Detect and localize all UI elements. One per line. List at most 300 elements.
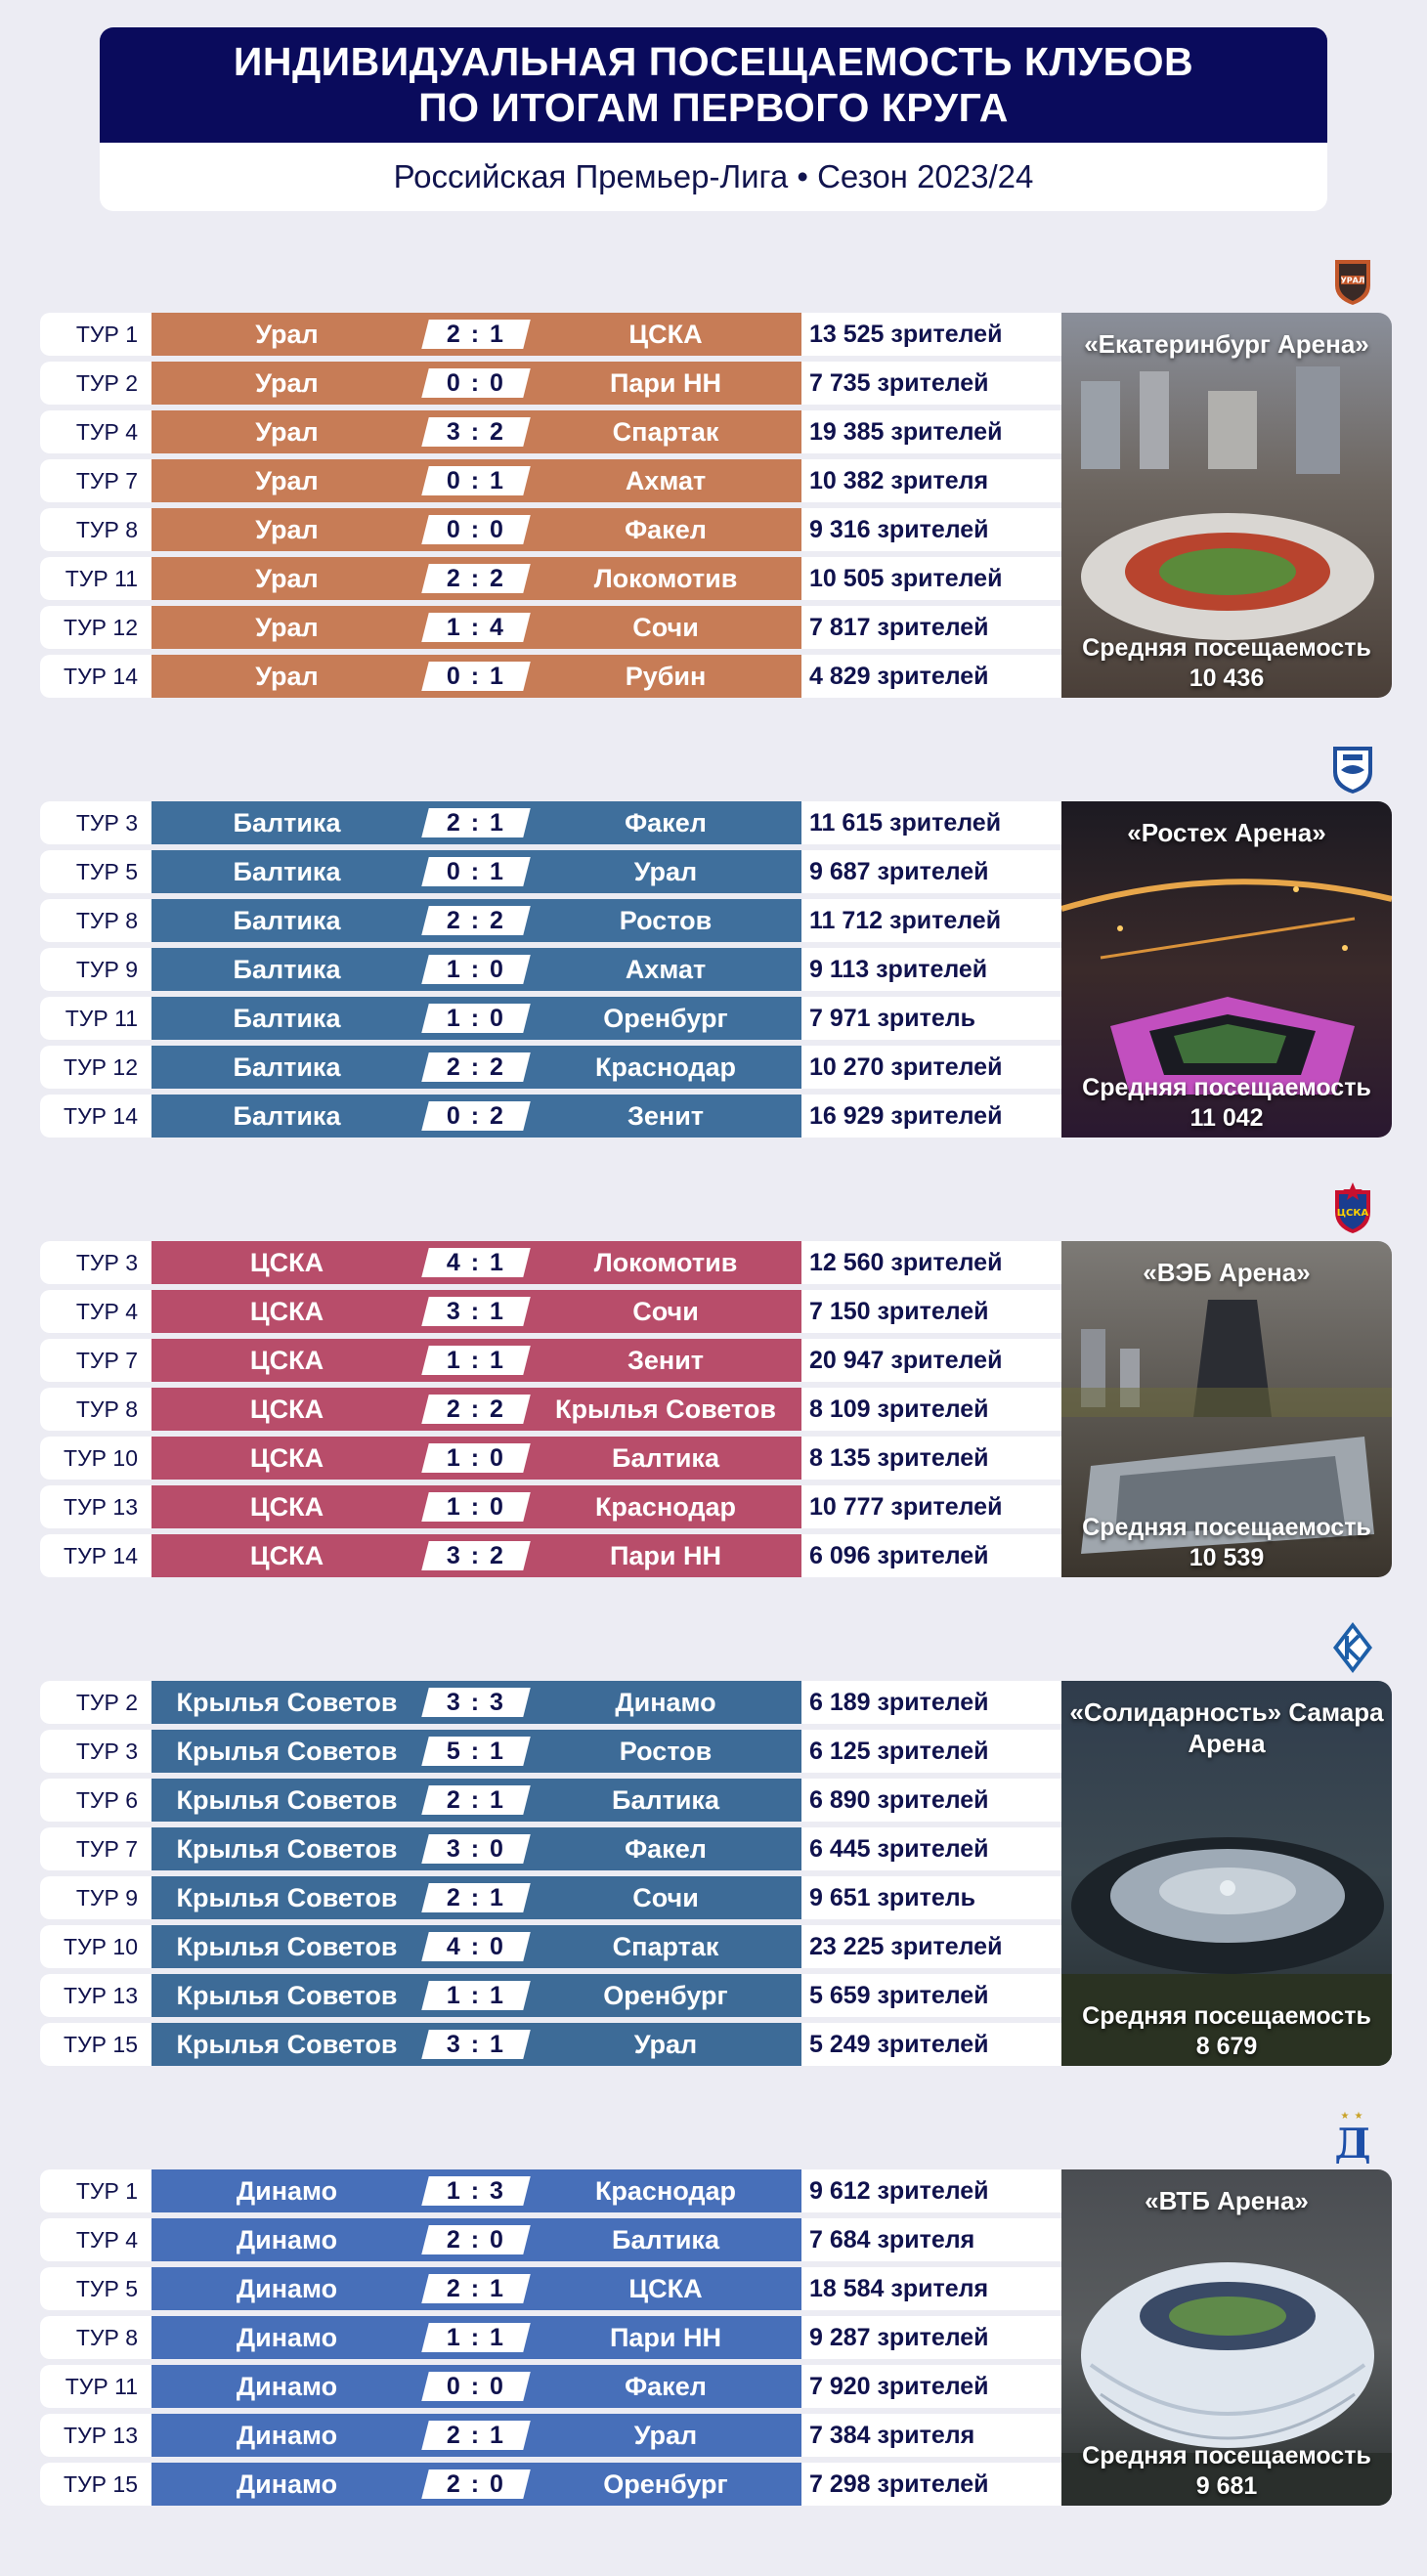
attendance-cell: 9 316 зрителей bbox=[801, 508, 1061, 551]
away-team: Крылья Советов bbox=[555, 1394, 776, 1424]
tour-cell: ТУР 12 bbox=[40, 606, 151, 649]
score-text: 2 : 2 bbox=[446, 906, 506, 934]
home-team: Крылья Советов bbox=[176, 2029, 398, 2059]
attendance-cell: 7 298 зрителей bbox=[801, 2463, 1061, 2506]
match-list bbox=[40, 313, 1061, 704]
tour-cell: ТУР 3 bbox=[40, 801, 151, 844]
attendance-cell: 11 615 зрителей bbox=[801, 801, 1061, 844]
table-row bbox=[40, 2316, 1061, 2359]
home-team: Крылья Советов bbox=[176, 1833, 398, 1864]
tour-cell: ТУР 10 bbox=[40, 1925, 151, 1968]
away-team: Динамо bbox=[615, 1687, 716, 1717]
tour-cell: ТУР 4 bbox=[40, 410, 151, 453]
krylya-sovetov-crest-icon bbox=[1325, 1620, 1380, 1675]
match-cell bbox=[151, 1876, 801, 1919]
stadium-name: «Екатеринбург Арена» bbox=[1084, 329, 1369, 359]
score-badge bbox=[421, 1981, 530, 2010]
stadium-panel bbox=[1061, 2169, 1392, 2506]
match-cell bbox=[151, 508, 801, 551]
svg-text:УРАЛ: УРАЛ bbox=[1340, 276, 1365, 285]
table-row bbox=[40, 2267, 1061, 2310]
table-row bbox=[40, 1290, 1061, 1333]
away-team: Урал bbox=[633, 856, 698, 886]
attendance-cell: 6 096 зрителей bbox=[801, 1534, 1061, 1577]
attendance-cell: 10 505 зрителей bbox=[801, 557, 1061, 600]
attendance-cell: 9 113 зрителей bbox=[801, 948, 1061, 991]
home-team: Урал bbox=[255, 465, 319, 495]
table-row bbox=[40, 1925, 1061, 1968]
home-team: Крылья Советов bbox=[176, 1882, 398, 1912]
score-text: 3 : 2 bbox=[446, 1541, 506, 1569]
score-text: 4 : 1 bbox=[446, 1248, 506, 1276]
score-text: 2 : 1 bbox=[446, 808, 506, 837]
avg-label: Средняя посещаемость bbox=[1082, 1514, 1371, 1541]
table-row bbox=[40, 850, 1061, 893]
table-row bbox=[40, 1485, 1061, 1528]
score-text: 0 : 0 bbox=[446, 368, 506, 397]
match-list bbox=[40, 801, 1061, 1143]
score-text: 2 : 0 bbox=[446, 2469, 506, 2498]
away-team: Оренбург bbox=[603, 1980, 728, 2010]
attendance-cell: 16 929 зрителей bbox=[801, 1095, 1061, 1138]
score-text: 1 : 0 bbox=[446, 1004, 506, 1032]
score-badge bbox=[421, 1101, 530, 1131]
home-team: Крылья Советов bbox=[176, 1736, 398, 1766]
match-cell bbox=[151, 1095, 801, 1138]
match-list bbox=[40, 1241, 1061, 1583]
attendance-cell: 9 612 зрителей bbox=[801, 2169, 1061, 2212]
attendance-cell: 19 385 зрителей bbox=[801, 410, 1061, 453]
tour-cell: ТУР 4 bbox=[40, 2218, 151, 2261]
attendance-cell: 6 125 зрителей bbox=[801, 1730, 1061, 1773]
avg-label: Средняя посещаемость bbox=[1082, 2442, 1371, 2469]
score-badge bbox=[421, 2176, 530, 2206]
tour-cell: ТУР 15 bbox=[40, 2463, 151, 2506]
stadium-panel bbox=[1061, 1681, 1392, 2066]
score-text: 2 : 2 bbox=[446, 1395, 506, 1423]
attendance-cell: 11 712 зрителей bbox=[801, 899, 1061, 942]
tour-cell: ТУР 7 bbox=[40, 459, 151, 502]
attendance-cell: 18 584 зрителя bbox=[801, 2267, 1061, 2310]
away-team: Факел bbox=[625, 514, 707, 544]
score-badge bbox=[421, 662, 530, 691]
match-cell bbox=[151, 313, 801, 356]
baltika-crest-icon bbox=[1325, 741, 1380, 795]
match-cell bbox=[151, 2316, 801, 2359]
table-row bbox=[40, 557, 1061, 600]
score-badge bbox=[421, 2372, 530, 2401]
home-team: Динамо bbox=[236, 2371, 338, 2401]
away-team: Сочи bbox=[632, 612, 699, 642]
away-team: Пари НН bbox=[609, 2322, 721, 2352]
match-cell bbox=[151, 2267, 801, 2310]
score-text: 3 : 1 bbox=[446, 1297, 506, 1325]
title-line-2: ПО ИТОГАМ ПЕРВОГО КРУГА bbox=[418, 85, 1009, 130]
home-team: Балтика bbox=[233, 856, 341, 886]
tour-cell: ТУР 8 bbox=[40, 899, 151, 942]
tour-cell: ТУР 5 bbox=[40, 2267, 151, 2310]
score-badge bbox=[421, 1883, 530, 1912]
tour-cell: ТУР 7 bbox=[40, 1827, 151, 1870]
home-team: Урал bbox=[255, 319, 319, 349]
attendance-cell: 7 684 зрителя bbox=[801, 2218, 1061, 2261]
score-text: 0 : 0 bbox=[446, 2372, 506, 2400]
score-text: 2 : 1 bbox=[446, 1883, 506, 1911]
table-row bbox=[40, 1876, 1061, 1919]
table-row bbox=[40, 2365, 1061, 2408]
attendance-cell: 5 249 зрителей bbox=[801, 2023, 1061, 2066]
home-team: ЦСКА bbox=[249, 1491, 324, 1522]
home-team: Динамо bbox=[236, 2224, 338, 2254]
attendance-cell: 7 920 зрителей bbox=[801, 2365, 1061, 2408]
tour-cell: ТУР 13 bbox=[40, 2414, 151, 2457]
tour-cell: ТУР 13 bbox=[40, 1974, 151, 2017]
away-team: Зенит bbox=[627, 1345, 705, 1375]
match-cell bbox=[151, 655, 801, 698]
tour-cell: ТУР 10 bbox=[40, 1437, 151, 1480]
tour-cell: ТУР 3 bbox=[40, 1241, 151, 1284]
table-row bbox=[40, 1827, 1061, 1870]
avg-label: Средняя посещаемость bbox=[1082, 2002, 1371, 2030]
match-cell bbox=[151, 1046, 801, 1089]
home-team: Динамо bbox=[236, 2322, 338, 2352]
home-team: Крылья Советов bbox=[176, 1784, 398, 1815]
attendance-cell: 6 189 зрителей bbox=[801, 1681, 1061, 1724]
home-team: ЦСКА bbox=[249, 1394, 324, 1424]
table-row bbox=[40, 508, 1061, 551]
tour-cell: ТУР 7 bbox=[40, 1339, 151, 1382]
home-team: Балтика bbox=[233, 1100, 341, 1131]
score-badge bbox=[421, 368, 530, 398]
away-team: Краснодар bbox=[594, 1052, 737, 1082]
match-cell bbox=[151, 1534, 801, 1577]
attendance-cell: 9 287 зрителей bbox=[801, 2316, 1061, 2359]
away-team: Оренбург bbox=[603, 1003, 728, 1033]
match-cell bbox=[151, 801, 801, 844]
away-team: Оренбург bbox=[603, 2469, 728, 2499]
away-team: Ростов bbox=[619, 1736, 713, 1766]
table-row bbox=[40, 2414, 1061, 2457]
tour-cell: ТУР 4 bbox=[40, 1290, 151, 1333]
match-cell bbox=[151, 899, 801, 942]
away-team: Балтика bbox=[612, 2224, 719, 2254]
score-text: 3 : 2 bbox=[446, 417, 506, 446]
score-badge bbox=[421, 417, 530, 447]
score-text: 1 : 3 bbox=[446, 2176, 506, 2205]
away-team: Факел bbox=[625, 807, 707, 837]
stadium-panel bbox=[1061, 801, 1392, 1138]
away-team: Ахмат bbox=[625, 465, 707, 495]
score-text: 1 : 0 bbox=[446, 1492, 506, 1521]
home-team: Балтика bbox=[233, 807, 341, 837]
table-row bbox=[40, 459, 1061, 502]
score-text: 1 : 0 bbox=[446, 955, 506, 983]
match-cell bbox=[151, 1925, 801, 1968]
score-text: 1 : 4 bbox=[446, 613, 506, 641]
away-team: Сочи bbox=[632, 1296, 699, 1326]
home-team: Урал bbox=[255, 514, 319, 544]
score-badge bbox=[421, 808, 530, 837]
attendance-cell: 7 384 зрителя bbox=[801, 2414, 1061, 2457]
score-badge bbox=[421, 1688, 530, 1717]
match-cell bbox=[151, 948, 801, 991]
score-badge bbox=[421, 1492, 530, 1522]
score-badge bbox=[421, 2225, 530, 2254]
score-text: 4 : 0 bbox=[446, 1932, 506, 1960]
score-text: 3 : 3 bbox=[446, 1688, 506, 1716]
avg-value: 10 436 bbox=[1189, 665, 1265, 692]
tour-cell: ТУР 9 bbox=[40, 1876, 151, 1919]
stadium-name: «ВТБ Арена» bbox=[1145, 2186, 1309, 2215]
away-team: Краснодар bbox=[594, 2175, 737, 2206]
match-cell bbox=[151, 1779, 801, 1822]
tour-cell: ТУР 8 bbox=[40, 2316, 151, 2359]
stadium-name: «ВЭБ Арена» bbox=[1143, 1258, 1311, 1287]
table-row bbox=[40, 2169, 1061, 2212]
avg-value: 9 681 bbox=[1195, 2472, 1258, 2500]
attendance-cell: 20 947 зрителей bbox=[801, 1339, 1061, 1382]
match-cell bbox=[151, 1730, 801, 1773]
title-line-1: ИНДИВИДУАЛЬНАЯ ПОСЕЩАЕМОСТЬ КЛУБОВ bbox=[233, 39, 1194, 84]
table-row bbox=[40, 1681, 1061, 1724]
score-badge bbox=[421, 1443, 530, 1473]
home-team: Балтика bbox=[233, 1003, 341, 1033]
avg-value: 10 539 bbox=[1189, 1544, 1265, 1571]
away-team: Пари НН bbox=[609, 367, 721, 398]
home-team: Крылья Советов bbox=[176, 1931, 398, 1961]
stadium-name: «Ростех Арена» bbox=[1127, 818, 1326, 847]
match-cell bbox=[151, 557, 801, 600]
tour-cell: ТУР 14 bbox=[40, 655, 151, 698]
score-badge bbox=[421, 857, 530, 886]
avg-value: 11 042 bbox=[1189, 1104, 1264, 1132]
tour-cell: ТУР 14 bbox=[40, 1534, 151, 1577]
score-badge bbox=[421, 320, 530, 349]
stadium-name: «Солидарность» Самара Арена bbox=[1069, 1697, 1384, 1758]
tour-cell: ТУР 11 bbox=[40, 997, 151, 1040]
svg-text:★: ★ bbox=[1354, 2111, 1363, 2122]
attendance-cell: 12 560 зрителей bbox=[801, 1241, 1061, 1284]
away-team: Пари НН bbox=[609, 1540, 721, 1570]
match-cell bbox=[151, 2365, 801, 2408]
tour-cell: ТУР 14 bbox=[40, 1095, 151, 1138]
table-row bbox=[40, 1046, 1061, 1089]
match-cell bbox=[151, 1290, 801, 1333]
score-badge bbox=[421, 1834, 530, 1864]
away-team: Балтика bbox=[612, 1442, 719, 1473]
table-row bbox=[40, 801, 1061, 844]
match-cell bbox=[151, 1827, 801, 1870]
table-row bbox=[40, 2218, 1061, 2261]
table-row bbox=[40, 997, 1061, 1040]
away-team: Локомотив bbox=[593, 563, 738, 593]
away-team: Зенит bbox=[627, 1100, 705, 1131]
home-team: Динамо bbox=[236, 2420, 338, 2450]
home-team: ЦСКА bbox=[249, 1247, 324, 1277]
score-badge bbox=[421, 955, 530, 984]
match-cell bbox=[151, 1485, 801, 1528]
match-cell bbox=[151, 2414, 801, 2457]
score-badge bbox=[421, 1395, 530, 1424]
home-team: Урал bbox=[255, 416, 319, 447]
home-team: Динамо bbox=[236, 2469, 338, 2499]
tour-cell: ТУР 5 bbox=[40, 850, 151, 893]
table-row bbox=[40, 1974, 1061, 2017]
away-team: Локомотив bbox=[593, 1247, 738, 1277]
score-badge bbox=[421, 2421, 530, 2450]
match-cell bbox=[151, 1681, 801, 1724]
average-attendance bbox=[1061, 2001, 1392, 2062]
average-attendance bbox=[1061, 1073, 1392, 1134]
match-cell bbox=[151, 850, 801, 893]
tour-cell: ТУР 6 bbox=[40, 1779, 151, 1822]
match-cell bbox=[151, 1339, 801, 1382]
cska-crest-icon bbox=[1325, 1181, 1380, 1235]
score-text: 2 : 1 bbox=[446, 1785, 506, 1814]
attendance-cell: 7 971 зритель bbox=[801, 997, 1061, 1040]
score-text: 2 : 1 bbox=[446, 2274, 506, 2302]
score-badge bbox=[421, 1052, 530, 1082]
away-team: Рубин bbox=[625, 661, 707, 691]
stadium-panel bbox=[1061, 313, 1392, 698]
away-team: Краснодар bbox=[594, 1491, 737, 1522]
match-cell bbox=[151, 362, 801, 405]
match-cell bbox=[151, 606, 801, 649]
tour-cell: ТУР 9 bbox=[40, 948, 151, 991]
home-team: Балтика bbox=[233, 1052, 341, 1082]
attendance-cell: 8 135 зрителей bbox=[801, 1437, 1061, 1480]
attendance-cell: 5 659 зрителей bbox=[801, 1974, 1061, 2017]
home-team: ЦСКА bbox=[249, 1540, 324, 1570]
score-badge bbox=[421, 564, 530, 593]
home-team: ЦСКА bbox=[249, 1345, 324, 1375]
home-team: Урал bbox=[255, 563, 319, 593]
tour-cell: ТУР 12 bbox=[40, 1046, 151, 1089]
table-row bbox=[40, 2023, 1061, 2066]
tour-cell: ТУР 1 bbox=[40, 313, 151, 356]
match-cell bbox=[151, 2218, 801, 2261]
home-team: ЦСКА bbox=[249, 1296, 324, 1326]
average-attendance bbox=[1061, 633, 1392, 694]
table-row bbox=[40, 410, 1061, 453]
score-text: 3 : 0 bbox=[446, 1834, 506, 1863]
avg-value: 8 679 bbox=[1195, 2033, 1258, 2060]
attendance-cell: 13 525 зрителей bbox=[801, 313, 1061, 356]
attendance-cell: 10 382 зрителя bbox=[801, 459, 1061, 502]
score-badge bbox=[421, 1785, 530, 1815]
match-cell bbox=[151, 410, 801, 453]
attendance-cell: 10 270 зрителей bbox=[801, 1046, 1061, 1089]
score-text: 5 : 1 bbox=[446, 1737, 506, 1765]
away-team: Урал bbox=[633, 2029, 698, 2059]
home-team: Динамо bbox=[236, 2175, 338, 2206]
away-team: Ахмат bbox=[625, 954, 707, 984]
away-team: ЦСКА bbox=[628, 2273, 703, 2303]
match-cell bbox=[151, 1241, 801, 1284]
score-badge bbox=[421, 1004, 530, 1033]
table-row bbox=[40, 899, 1061, 942]
away-team: ЦСКА bbox=[628, 319, 703, 349]
tour-cell: ТУР 11 bbox=[40, 557, 151, 600]
avg-label: Средняя посещаемость bbox=[1082, 1074, 1371, 1101]
score-text: 1 : 1 bbox=[446, 2323, 506, 2351]
match-cell bbox=[151, 2023, 801, 2066]
page-header bbox=[100, 27, 1327, 211]
stadium-panel bbox=[1061, 1241, 1392, 1577]
score-text: 3 : 1 bbox=[446, 2030, 506, 2058]
tour-cell: ТУР 15 bbox=[40, 2023, 151, 2066]
table-row bbox=[40, 362, 1061, 405]
score-text: 2 : 1 bbox=[446, 2421, 506, 2449]
away-team: Сочи bbox=[632, 1882, 699, 1912]
away-team: Урал bbox=[633, 2420, 698, 2450]
average-attendance bbox=[1061, 1513, 1392, 1573]
score-badge bbox=[421, 2030, 530, 2059]
home-team: Балтика bbox=[233, 954, 341, 984]
home-team: Динамо bbox=[236, 2273, 338, 2303]
attendance-cell: 9 687 зрителей bbox=[801, 850, 1061, 893]
score-badge bbox=[421, 906, 530, 935]
match-cell bbox=[151, 997, 801, 1040]
attendance-cell: 9 651 зритель bbox=[801, 1876, 1061, 1919]
home-team: Урал bbox=[255, 661, 319, 691]
score-badge bbox=[421, 1737, 530, 1766]
home-team: Крылья Советов bbox=[176, 1687, 398, 1717]
svg-text:★: ★ bbox=[1340, 2111, 1350, 2122]
score-badge bbox=[421, 1932, 530, 1961]
score-text: 0 : 1 bbox=[446, 857, 506, 885]
score-text: 0 : 1 bbox=[446, 662, 506, 690]
score-text: 0 : 0 bbox=[446, 515, 506, 543]
away-team: Факел bbox=[625, 2371, 707, 2401]
tour-cell: ТУР 13 bbox=[40, 1485, 151, 1528]
tour-cell: ТУР 8 bbox=[40, 1388, 151, 1431]
score-text: 0 : 1 bbox=[446, 466, 506, 494]
match-cell bbox=[151, 1388, 801, 1431]
match-list bbox=[40, 2169, 1061, 2512]
table-row bbox=[40, 1534, 1061, 1577]
table-row bbox=[40, 1730, 1061, 1773]
table-row bbox=[40, 655, 1061, 698]
match-cell bbox=[151, 1974, 801, 2017]
match-cell bbox=[151, 459, 801, 502]
table-row bbox=[40, 1095, 1061, 1138]
away-team: Ростов bbox=[619, 905, 713, 935]
home-team: ЦСКА bbox=[249, 1442, 324, 1473]
score-badge bbox=[421, 613, 530, 642]
attendance-cell: 6 890 зрителей bbox=[801, 1779, 1061, 1822]
score-text: 2 : 2 bbox=[446, 564, 506, 592]
score-text: 2 : 0 bbox=[446, 2225, 506, 2254]
tour-cell: ТУР 3 bbox=[40, 1730, 151, 1773]
match-list bbox=[40, 1681, 1061, 2072]
score-text: 1 : 0 bbox=[446, 1443, 506, 1472]
tour-cell: ТУР 11 bbox=[40, 2365, 151, 2408]
tour-cell: ТУР 2 bbox=[40, 1681, 151, 1724]
score-badge bbox=[421, 466, 530, 495]
page-title bbox=[100, 27, 1327, 143]
score-text: 2 : 2 bbox=[446, 1052, 506, 1081]
score-badge bbox=[421, 1541, 530, 1570]
attendance-cell: 4 829 зрителей bbox=[801, 655, 1061, 698]
score-text: 2 : 1 bbox=[446, 320, 506, 348]
away-team: Спартак bbox=[612, 1931, 719, 1961]
score-badge bbox=[421, 1346, 530, 1375]
score-badge bbox=[421, 2469, 530, 2499]
home-team: Урал bbox=[255, 612, 319, 642]
score-badge bbox=[421, 1297, 530, 1326]
attendance-cell: 7 150 зрителей bbox=[801, 1290, 1061, 1333]
